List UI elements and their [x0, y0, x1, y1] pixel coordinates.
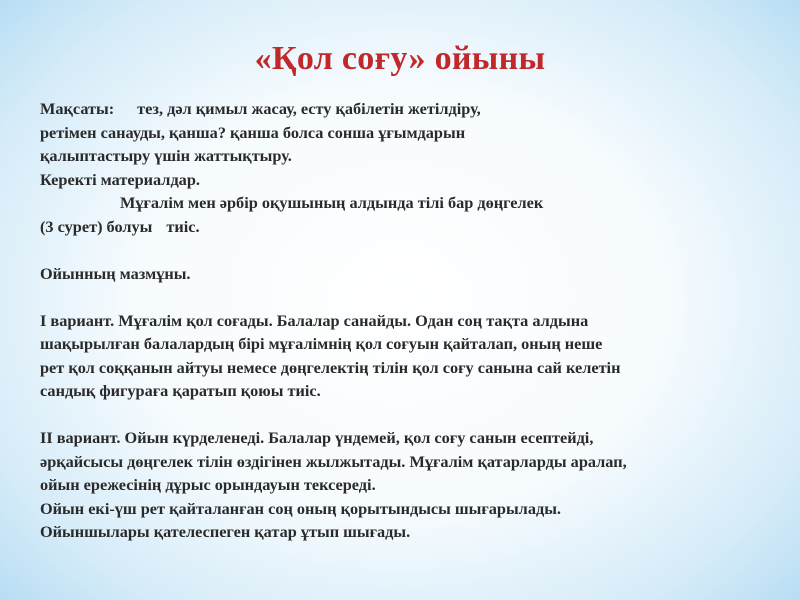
materials-line-1	[40, 191, 790, 215]
goal-line-2: ретімен санауды, қанша? қанша болса сонша ұғымдарын	[40, 122, 466, 142]
materials-label: Керекті материалдар.	[40, 169, 200, 189]
paragraph-line: сандық фигураға қаратып қоюы тиіс.	[40, 381, 321, 400]
goal-label: Мақсаты:	[40, 99, 115, 118]
paragraph-line: І вариант. Мұғалім қол соғады. Балалар санайды. Одан соң тақта алдына	[40, 310, 589, 330]
slide-title: «Қол соғу» ойыны	[254, 40, 546, 77]
slide-body	[40, 97, 790, 544]
materials-text: Мұғалім мен әрбір оқушының алдында тілі бар дөңгелек	[120, 193, 544, 212]
paragraph-line: ІІ вариант. Ойын күрделенеді. Балалар үндемей, қол соғу санын есептейді,	[40, 428, 594, 447]
content-heading: Ойынның мазмұны.	[40, 263, 191, 283]
paragraph-line: рет қол соққанын айтуы немесе дөңгелектің тілін қол соғу санына сай келетін	[40, 357, 621, 377]
goal-line-3: қалыптастыру үшін жаттықтыру.	[40, 146, 292, 165]
paragraph-line: ойын ережесінің дұрыс орындауын тексереді.	[40, 475, 376, 494]
goal-text: тез, дәл қимыл жасау, есту қабілетін жетілдіру,	[137, 99, 481, 118]
materials-text-b: тиіс.	[166, 216, 200, 236]
goal-line-1	[40, 97, 790, 121]
variant-2-paragraph	[40, 426, 790, 544]
paragraph-line: әрқайсысы дөңгелек тілін өздігінен жылжытады. Мұғалім қатарларды аралап,	[40, 451, 627, 471]
materials-text-a: (3 сурет) болуы	[40, 216, 153, 236]
paragraph-line: шақырылған балалардың бірі мұғалімнің қол соғуын қайталап, оның неше	[40, 334, 603, 353]
materials-line-2	[40, 215, 790, 239]
paragraph-line: Ойыншылары қателеспеген қатар ұтып шығады.	[40, 522, 411, 541]
paragraph-line: Ойын екі-үш рет қайталанған соң оның қорытындысы шығарылады.	[40, 498, 561, 518]
variant-1-paragraph	[40, 309, 790, 403]
